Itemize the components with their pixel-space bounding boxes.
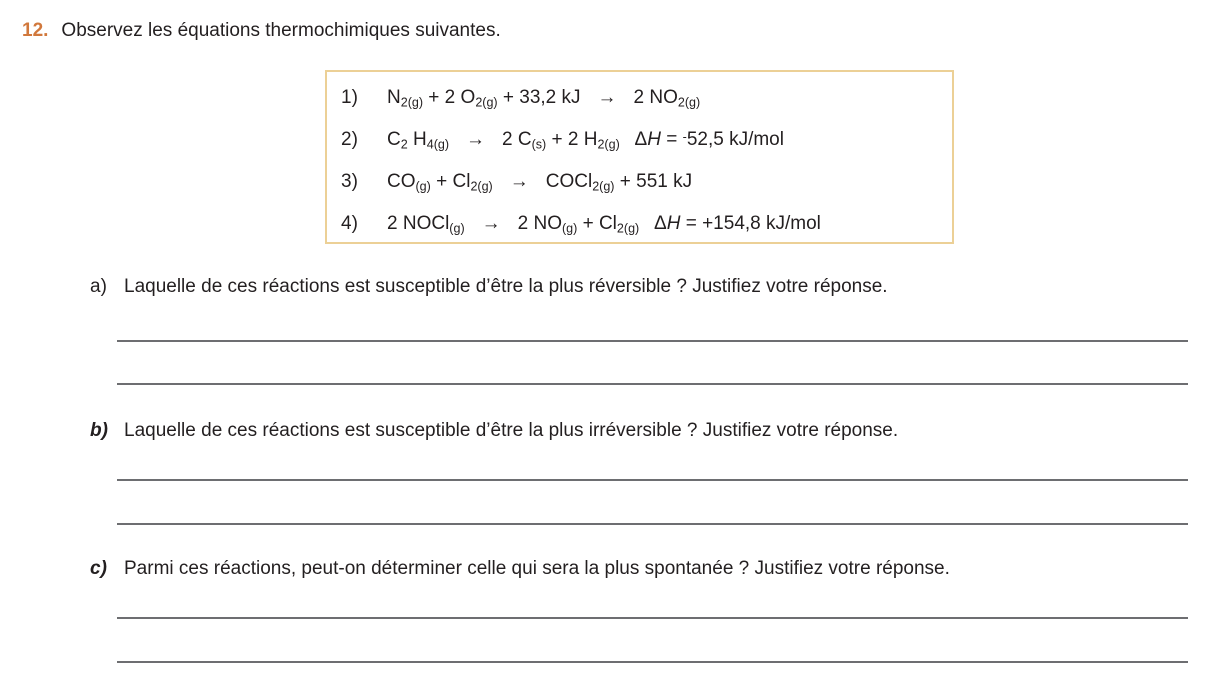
question-number: 12. (22, 20, 49, 41)
sub-question-label: c) (90, 558, 107, 579)
reaction-arrow: → (509, 171, 529, 192)
sub-question-text: Laquelle de ces réactions est susceptible d’être la plus irréversible ? Justifiez votre réponse. (124, 420, 899, 441)
equation-row (327, 203, 952, 245)
equation-box (325, 70, 954, 244)
equation-row (327, 119, 952, 161)
answer-line (117, 617, 1188, 619)
reaction-arrow: → (597, 87, 617, 108)
sub-question-text: Laquelle de ces réactions est susceptible d’être la plus réversible ? Justifiez votre réponse. (124, 276, 888, 297)
equation-number: 2) (341, 129, 358, 150)
sub-question-a (90, 274, 888, 299)
sub-question-label: a) (90, 276, 107, 297)
answer-line (117, 523, 1188, 525)
equation-row (327, 161, 952, 203)
equation-number: 4) (341, 213, 358, 234)
answer-line (117, 479, 1188, 481)
equation-formula: $CO_{(g)} + Cl_{2(g)}$ → COCl$_{2(g)}$ + 551 kJ (387, 171, 693, 194)
equation-formula: $C_2$ $H_{4(g)} \to 2$ $C_{(s)} + 2$ $H_{2(g)}$ ΔH = -52,5 kJ/mol (387, 129, 784, 152)
equation-formula: 2 NOCl$_{(g)}$ → 2 $NO_{(g)} + Cl_{2(g)}$ ΔH = +154,8 kJ/mol (387, 213, 821, 236)
reaction-arrow: → (466, 129, 486, 150)
equation-row (327, 77, 952, 119)
sub-question-text: Parmi ces réactions, peut-on déterminer celle qui sera la plus spontanée ? Justifiez votre réponse. (124, 558, 950, 579)
question-title: Observez les équations thermochimiques suivantes. (61, 20, 501, 41)
reaction-arrow: → (481, 213, 501, 234)
equation-number: 3) (341, 171, 358, 192)
equation-formula: $N_{2(g)} + 2$ $O_{2(g)} + 33,2$ kJ → 2 $NO_{2(g)}$ (387, 87, 701, 110)
equation-number: 1) (341, 87, 358, 108)
answer-line (117, 340, 1188, 342)
sub-question-label: b) (90, 420, 108, 441)
sub-question-b (90, 418, 898, 443)
question-header (22, 18, 501, 44)
answer-line (117, 383, 1188, 385)
sub-question-c (90, 556, 950, 581)
answer-line (117, 661, 1188, 663)
